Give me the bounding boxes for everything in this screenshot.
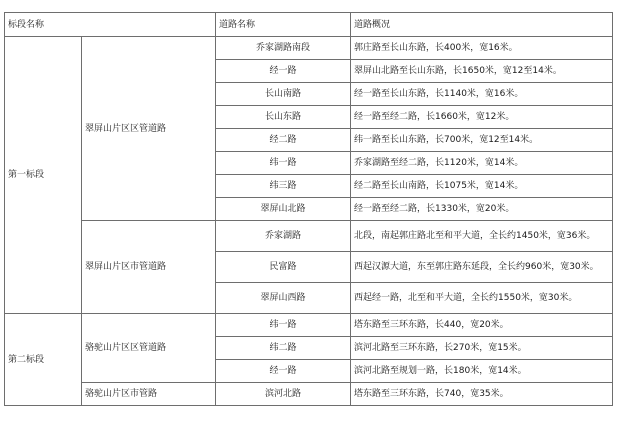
header-road: 道路名称 bbox=[216, 13, 351, 37]
road-overview: 塔东路至三环东路，长740，宽35米。 bbox=[351, 383, 613, 406]
group-name: 骆驼山片区区管道路 bbox=[82, 314, 216, 383]
road-overview: 滨河北路至三环东路，长270米，宽15米。 bbox=[351, 337, 613, 360]
road-name: 乔家湖路 bbox=[216, 221, 351, 252]
table-row bbox=[5, 37, 613, 60]
section-name: 第二标段 bbox=[5, 314, 82, 406]
road-name: 纬一路 bbox=[216, 314, 351, 337]
road-name: 长山东路 bbox=[216, 106, 351, 129]
road-overview: 翠屏山北路至长山东路，长1650米，宽12至14米。 bbox=[351, 60, 613, 83]
table-row bbox=[5, 383, 613, 406]
road-name: 滨河北路 bbox=[216, 383, 351, 406]
road-overview: 郭庄路至长山东路，长400米，宽16米。 bbox=[351, 37, 613, 60]
road-name: 翠屏山北路 bbox=[216, 198, 351, 221]
road-name: 翠屏山西路 bbox=[216, 283, 351, 314]
road-overview: 西起汉源大道，东至郭庄路东延段，全长约960米，宽30米。 bbox=[351, 252, 613, 283]
road-name: 经二路 bbox=[216, 129, 351, 152]
road-overview: 经一路至经二路，长1660米，宽12米。 bbox=[351, 106, 613, 129]
road-overview: 塔东路至三环东路，长440，宽20米。 bbox=[351, 314, 613, 337]
table-row bbox=[5, 221, 613, 252]
road-overview: 滨河北路至规划一路，长180米，宽14米。 bbox=[351, 360, 613, 383]
header-overview: 道路概况 bbox=[351, 13, 613, 37]
group-name: 翠屏山片区区管道路 bbox=[82, 37, 216, 221]
table-row bbox=[5, 314, 613, 337]
road-overview: 北段，南起郭庄路北至和平大道，全长约1450米，宽36米。 bbox=[351, 221, 613, 252]
road-overview: 纬一路至长山东路，长700米，宽12至14米。 bbox=[351, 129, 613, 152]
road-name: 纬三路 bbox=[216, 175, 351, 198]
road-overview: 经一路至经二路，长1330米，宽20米。 bbox=[351, 198, 613, 221]
group-name: 骆驼山片区市管路 bbox=[82, 383, 216, 406]
header-section: 标段名称 bbox=[5, 13, 216, 37]
road-name: 经一路 bbox=[216, 360, 351, 383]
road-name: 经一路 bbox=[216, 60, 351, 83]
road-table bbox=[4, 12, 613, 406]
header-row bbox=[5, 13, 613, 37]
road-name: 纬二路 bbox=[216, 337, 351, 360]
road-overview: 经一路至长山东路，长1140米，宽16米。 bbox=[351, 83, 613, 106]
road-name: 长山南路 bbox=[216, 83, 351, 106]
road-overview: 经二路至长山南路，长1075米，宽14米。 bbox=[351, 175, 613, 198]
section-name: 第一标段 bbox=[5, 37, 82, 314]
road-name: 乔家湖路南段 bbox=[216, 37, 351, 60]
road-overview: 西起经一路，北至和平大道，全长约1550米，宽30米。 bbox=[351, 283, 613, 314]
group-name: 翠屏山片区市管道路 bbox=[82, 221, 216, 314]
road-name: 纬一路 bbox=[216, 152, 351, 175]
road-overview: 乔家湖路至经二路，长1120米，宽14米。 bbox=[351, 152, 613, 175]
road-name: 民富路 bbox=[216, 252, 351, 283]
